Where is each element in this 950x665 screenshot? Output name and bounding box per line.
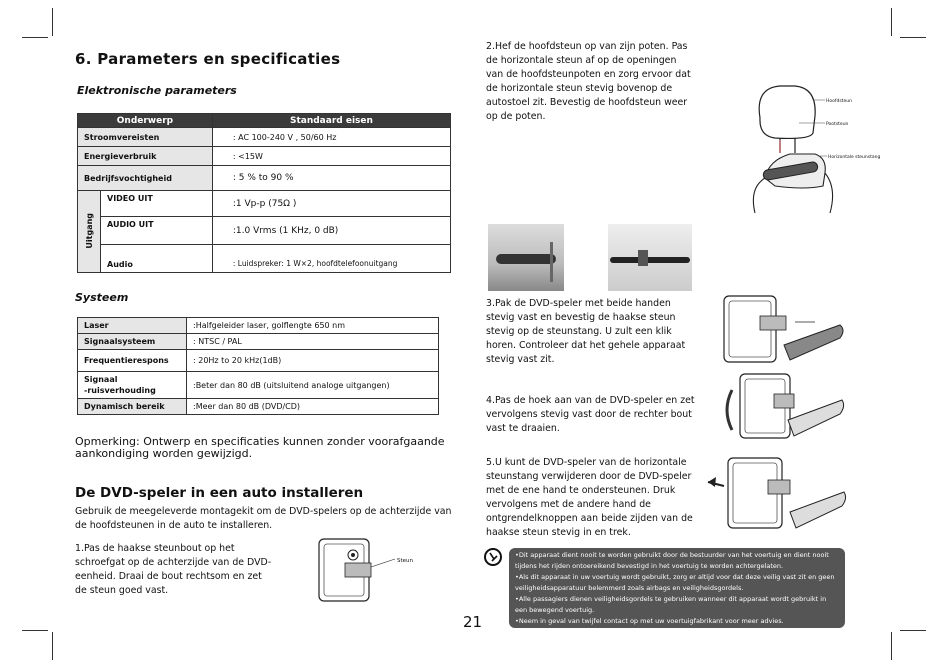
row-label: Signaalsysteem [78,334,187,350]
table-row [78,191,451,217]
pootsteun-label: Pootsteun [826,122,849,127]
table-row [78,166,451,191]
row-value: :1 Vp-p (75Ω ) [212,191,450,217]
row-value: :Halfgeleider laser, golflengte 650 nm [187,318,439,334]
install-intro: Gebruik de meegeleverde montagekit om de DVD-spelers op de achterzijde van de hoofdsteunen in de auto te installeren. [75,506,452,531]
photo-headrest-bar-2 [608,224,692,291]
install-step-5: 5.U kunt de DVD-speler van de horizontale steunstang verwijderen door de DVD-speler met de ene hand te ondersteunen. Druk vervolgens met de andere hand de ontgrendelknoppen aan beide zijden van de haakse steun stevig in en trek. [486,457,693,538]
step3-illustration [720,290,850,370]
spec-note: Opmerking: Ontwerp en specificaties kunnen zonder voorafgaande aankondiging worden gewijzigd. [75,435,445,460]
row-label: AUDIO UIT [101,217,213,245]
row-label: Dynamisch bereik [78,399,187,415]
crop-mark [52,8,53,36]
row-label: Signaal -ruisverhouding [78,372,187,399]
steun-label: Steun [397,558,414,564]
row-label: Stroomvereisten [78,128,213,147]
table-row [78,128,451,147]
step5-illustration [704,452,850,537]
step4-illustration [718,370,848,445]
row-value: : <15W [212,147,450,166]
row-label: Energieverbruik [78,147,213,166]
system-heading: Systeem [75,291,129,304]
crop-mark [891,8,892,36]
warning-item: •Als dit apparaat in uw voertuig wordt gebruikt, zorg er altijd voor dat deze veilig vast zit en geen veiligheidsapparatuur belemmerd zoals airbags en veiligheidsgordels. [515,573,835,592]
row-value: : NTSC / PAL [187,334,439,350]
table-header [78,114,451,128]
table-row [78,147,451,166]
crop-mark [900,630,926,631]
warning-box [509,548,845,628]
horizontale-steunstang-label: Horizontale steunstang [828,155,881,160]
group-cell [78,191,101,273]
warning-item: •Alle passagiers dienen veiligheidsgordels te gebruiken wanneer dit apparaat wordt gebruikt in een bewegend voertuig. [515,595,827,614]
row-value: : 5 % to 90 % [212,166,450,191]
crop-mark [22,630,48,631]
row-value: : AC 100-240 V , 50/60 Hz [212,128,450,147]
table-row [78,334,439,350]
hoofdsteun-label: Hoofdsteun [826,99,852,104]
table-row [78,318,439,334]
table-row [78,217,451,245]
crop-mark [52,632,53,660]
crop-mark [22,37,48,38]
electronic-heading: Elektronische parameters [77,84,237,97]
crop-mark [891,632,892,660]
install-step-1: 1.Pas de haakse steunbout op het schroefgat op de achterzijde van de DVD-eenheid. Draai de bout rechtsom en zet de steun goed vast. [75,543,272,596]
table-row [78,372,439,399]
page-title: 6. Parameters en specificaties [75,50,341,68]
system-table [77,317,439,415]
warning-icon [484,548,502,566]
row-value: :Meer dan 80 dB (DVD/CD) [187,399,439,415]
page-number: 21 [463,613,483,631]
warning-item: •Dit apparaat dient nooit te worden gebruikt door de bestuurder van het voertuig en dient nooit tijdens het rijden ontoereikend bevestigd in het voertuig te worden achtergelaten. [515,551,829,570]
row-label: Laser [78,318,187,334]
col-standard: Standaard eisen [212,114,450,128]
table-row [78,399,439,415]
install-step-2: 2.Hef de hoofdsteun op van zijn poten. Pas de horizontale steun af op de openingen van de hoofdsteunpoten en zorg ervoor dat de horizontale steun stevig bovenop de autostoel zit. Bevestig de hoofdsteun weer op de poten. [486,41,691,122]
row-label: VIDEO UIT [101,191,213,217]
col-subject: Onderwerp [78,114,213,128]
warning-item: •Neem in geval van twijfel contact op met uw voertuigfabrikant voor meer advies. [515,617,784,625]
row-value: : 20Hz to 20 kHz(1dB) [187,350,439,372]
install-heading: De DVD-speler in een auto installeren [75,485,364,501]
row-value: :1.0 Vrms (1 KHz, 0 dB) [212,217,450,245]
table-row [78,245,451,273]
install-step-4: 4.Pas de hoek aan van de DVD-speler en zet vervolgens stevig vast door de rechter bout vast te draaien. [486,395,695,434]
photo-headrest-bar-1 [488,224,564,291]
row-value: : Luidspreker: 1 W×2, hoofdtelefoonuitgang [212,245,450,273]
row-value: :Beter dan 80 dB (uitsluitend analoge uitgangen) [187,372,439,399]
step2-illustration [735,78,885,218]
electronic-params-table [77,113,451,273]
group-label: Uitgang [84,212,94,249]
step1-illustration [315,535,425,607]
row-label: Frequentierespons [78,350,187,372]
row-label: Audio [101,245,213,273]
row-label: Bedrijfsvochtigheid [78,166,213,191]
install-step-3: 3.Pak de DVD-speler met beide handen stevig vast en bevestig de haakse steun stevig op de steunstang. U zult een klik horen. Controleer dat het gehele apparaat stevig vast zit. [486,298,686,365]
crop-mark [900,37,926,38]
table-row [78,350,439,372]
